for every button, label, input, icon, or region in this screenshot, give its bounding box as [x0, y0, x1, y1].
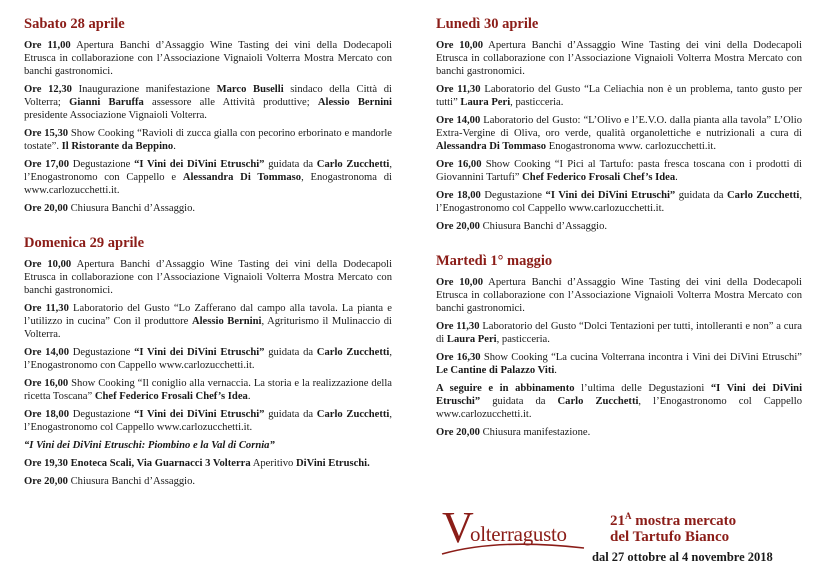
entry-time: Ore 16,30 — [436, 352, 481, 363]
entry-text: . — [554, 365, 557, 376]
entry-highlight: Alessandra Di Tommaso — [436, 141, 547, 152]
entry-time: Ore 18,00 — [436, 190, 481, 201]
schedule-entry — [24, 127, 392, 153]
entry-text: . — [173, 141, 176, 152]
entry-text: Apertura Banchi d’Assaggio Wine Tasting dei vini della Dodecapoli Etrusca in collaborazione con l’Associazione Vignaioli Volterra Mostra Mercato con banchi gastronomici. — [436, 277, 803, 314]
schedule-entry — [24, 377, 392, 403]
entry-text: Show Cooking “La cucina Volterrana incontra i Vini dei DiVini Etruschi” — [480, 352, 802, 363]
schedule-entry — [436, 114, 802, 153]
entry-text: Apertura Banchi d’Assaggio Wine Tasting dei vini della Dodecapoli Etrusca in collaborazione con l’Associazione Vignaioli Volterra Mostra Mercato con banchi gastronomici. — [436, 40, 803, 77]
entry-text: Chiusura Banchi d’Assaggio. — [67, 203, 196, 214]
schedule-entry — [436, 83, 802, 109]
schedule-entry — [436, 189, 802, 215]
entry-text: Apertura Banchi d’Assaggio Wine Tasting dei vini della Dodecapoli Etrusca in collaborazione con l’Associazione Vignaioli Volterra Mostra Mercato con banchi gastronomici. — [24, 40, 392, 77]
entry-highlight: “I Vini dei DiVini Etruschi” — [545, 190, 676, 201]
entry-highlight: Carlo Zucchetti — [316, 159, 390, 170]
entry-text: , l’Enogastronomo con Cappello www.carlozucchetti.it. — [24, 347, 393, 371]
entry-time: Ore 11,30 — [436, 321, 480, 332]
entry-text: , pasticceria. — [496, 334, 550, 345]
entry-text: . — [675, 172, 678, 183]
entry-time: Ore 14,00 — [436, 115, 481, 126]
entry-highlight: Enoteca Scali, Via Guarnacci 3 Volterra — [70, 458, 251, 469]
entry-time: Ore 20,00 — [24, 476, 68, 487]
entry-highlight: DiVini Etruschi. — [296, 458, 370, 469]
entry-highlight: “I Vini dei DiVini Etruschi” — [134, 347, 265, 358]
entry-text: Degustazione — [69, 409, 135, 420]
entry-time: Ore 18,00 — [24, 409, 69, 420]
entry-text: presidente Associazione Vignaioli Volterra. — [24, 110, 207, 121]
entry-time: Ore 10,00 — [24, 259, 72, 270]
entry-text: Enogastronoma www. carlozucchetti.it. — [546, 141, 717, 152]
entry-highlight: “I Vini dei DiVini Etruschi” — [436, 383, 803, 407]
entry-highlight: Chef Federico Frosali Chef’s Idea — [94, 391, 248, 402]
entry-text: Laboratorio del Gusto: “L’Olivo e l’E.V.O. dalla pianta alla tavola” L’Olio Extra-Vergine di Oliva, oro verde, qualità organolettiche e nutrizionali a cura di — [436, 115, 802, 139]
schedule-entry — [24, 258, 392, 297]
event-title-line-1: mostra mercato — [635, 513, 737, 529]
entry-text: , Agriturismo il Mulinaccio di Volterra. — [24, 316, 392, 340]
entry-highlight: Le Cantine di Palazzo Viti — [436, 365, 555, 376]
entry-highlight: Marco Buselli — [216, 84, 284, 95]
day-heading: Lunedì 30 aprile — [436, 16, 539, 32]
entry-highlight: Alessandra Di Tommaso — [182, 172, 302, 183]
entry-highlight: Laura Peri — [460, 97, 511, 108]
entry-time: Ore 10,00 — [436, 277, 484, 288]
entry-highlight: “I Vini dei DiVini Etruschi” — [134, 409, 265, 420]
entry-highlight: Carlo Zucchetti — [316, 347, 390, 358]
entry-time: Ore 11,00 — [24, 40, 71, 51]
event-note: “I Vini dei DiVini Etruschi: Piombino e la Val di Cornia” — [24, 440, 275, 451]
entry-text: sindaco della Città di Volterra; — [24, 84, 392, 108]
entry-time: Ore 16,00 — [24, 378, 69, 389]
schedule-entry — [436, 220, 802, 233]
logo-wordmark: olterragusto — [470, 522, 567, 546]
entry-highlight: Il Ristorante da Beppino — [61, 141, 174, 152]
entry-highlight: Carlo Zucchetti — [557, 396, 639, 407]
schedule-entry — [436, 158, 802, 184]
event-dates: dal 27 ottobre al 4 novembre 2018 — [592, 550, 773, 564]
schedule-entry — [436, 351, 802, 377]
entry-time: Ore 10,00 — [436, 40, 484, 51]
schedule-entry — [24, 83, 392, 122]
edition-number: 21 — [610, 513, 625, 529]
entry-text: Laboratorio del Gusto “Dolci Tentazioni per tutti, intolleranti e non” a cura di — [436, 321, 802, 345]
schedule-entry — [24, 457, 392, 470]
entry-time: Ore 16,00 — [436, 159, 482, 170]
entry-text: guidata da — [264, 347, 317, 358]
edition-superscript: A — [625, 511, 632, 521]
entry-time: Ore 19,30 — [24, 458, 68, 469]
schedule-entry — [436, 276, 802, 315]
schedule-entry — [436, 426, 802, 439]
entry-text: Show Cooking “Il coniglio alla vernaccia. La storia e la realizzazione della ricetta Toscana” — [24, 378, 393, 402]
left-column — [24, 16, 392, 493]
volterragusto-logo — [442, 503, 812, 576]
entry-text: guidata da — [480, 396, 558, 407]
entry-time: Ore 14,00 — [24, 347, 69, 358]
entry-text: assessore alle Attività produttive; — [143, 97, 318, 108]
schedule-entry — [24, 302, 392, 341]
entry-highlight: Carlo Zucchetti — [727, 190, 800, 201]
entry-text: , l’Enogastronomo col Cappello www.carlozucchetti.it. — [24, 409, 393, 433]
entry-highlight: Laura Peri — [446, 334, 497, 345]
entry-highlight: Gianni Baruffa — [69, 97, 144, 108]
entry-text: Chiusura Banchi d’Assaggio. — [479, 221, 608, 232]
schedule-entry — [436, 39, 802, 78]
entry-text: Laboratorio del Gusto “La Celiachia non è un problema, tanto gusto per tutti” — [436, 84, 802, 108]
entry-time: Ore 20,00 — [24, 203, 68, 214]
entry-time: Ore 15,30 — [24, 128, 69, 139]
entry-time: Ore 12,30 — [24, 84, 72, 95]
entry-text: Show Cooking “I Pici al Tartufo: pasta fresca toscana con i prodotti di Giovannini Tartufi” — [436, 159, 802, 183]
entry-text: Apertura Banchi d’Assaggio Wine Tasting dei vini della Dodecapoli Etrusca in collaborazione con l’Associazione Vignaioli Volterra Mostra Mercato con banchi gastronomici. — [24, 259, 393, 296]
entry-highlight: Chef Federico Frosali Chef’s Idea — [522, 172, 676, 183]
entry-text: Aperitivo — [250, 458, 296, 469]
entry-text: , l’Enogastronomo col Cappello www.carlozucchetti.it. — [436, 396, 802, 420]
day-heading: Sabato 28 aprile — [24, 16, 125, 32]
entry-highlight: Alessio Bernini — [317, 97, 392, 108]
entry-time: Ore 17,00 — [24, 159, 69, 170]
entry-text: l’ultima delle Degustazioni — [574, 383, 711, 394]
event-title-line-2: del Tartufo Bianco — [610, 529, 730, 545]
entry-text: Show Cooking “Ravioli di zucca gialla con pecorino erborinato e mandorle tostate”. — [24, 128, 393, 152]
entry-text: . — [247, 391, 251, 402]
entry-text: , l’Enogastronomo col Cappello www.carlozucchetti.it. — [436, 190, 803, 214]
schedule-entry — [24, 158, 392, 197]
entry-text: Chiusura manifestazione. — [479, 427, 591, 438]
entry-text: Degustazione — [69, 159, 135, 170]
schedule-entry — [24, 408, 392, 434]
schedule-entry — [24, 346, 392, 372]
entry-text: guidata da — [675, 190, 727, 201]
entry-highlight: Alessio Bernini — [191, 316, 262, 327]
schedule-entry — [436, 382, 802, 421]
entry-highlight: “I Vini dei DiVini Etruschi” — [134, 159, 265, 170]
entry-text: Degustazione — [480, 190, 546, 201]
entry-text: Inaugurazione manifestazione — [71, 84, 217, 95]
entry-text: Degustazione — [69, 347, 135, 358]
schedule-entry — [24, 475, 392, 488]
schedule-entry — [436, 320, 802, 346]
entry-text: , pasticceria. — [510, 97, 564, 108]
entry-time: Ore 20,00 — [436, 221, 480, 232]
entry-text: Laboratorio del Gusto “Lo Zafferano dal campo alla tavola. La pianta e l’utilizzo in cucina” Con il produttore — [24, 303, 392, 327]
schedule-entry — [24, 202, 392, 215]
entry-time: Ore 20,00 — [436, 427, 480, 438]
logo-initial: V — [442, 503, 474, 552]
entry-text: Chiusura Banchi d’Assaggio. — [67, 476, 196, 487]
day-heading: Domenica 29 aprile — [24, 235, 145, 251]
entry-text: guidata da — [264, 409, 317, 420]
entry-time: Ore 11,30 — [436, 84, 481, 95]
entry-text: , Enogastronoma di www.carlozucchetti.it. — [24, 172, 392, 196]
entry-time: Ore 11,30 — [24, 303, 69, 314]
schedule-entry — [24, 39, 392, 78]
day-heading: Martedì 1° maggio — [436, 253, 553, 269]
entry-highlight: Carlo Zucchetti — [316, 409, 390, 420]
right-column — [436, 16, 802, 444]
entry-text: , l’Enogastronomo con Cappello e — [24, 159, 393, 183]
entry-text: guidata da — [264, 159, 317, 170]
entry-time: A seguire e in abbinamento — [436, 383, 575, 394]
event-title — [610, 508, 736, 545]
